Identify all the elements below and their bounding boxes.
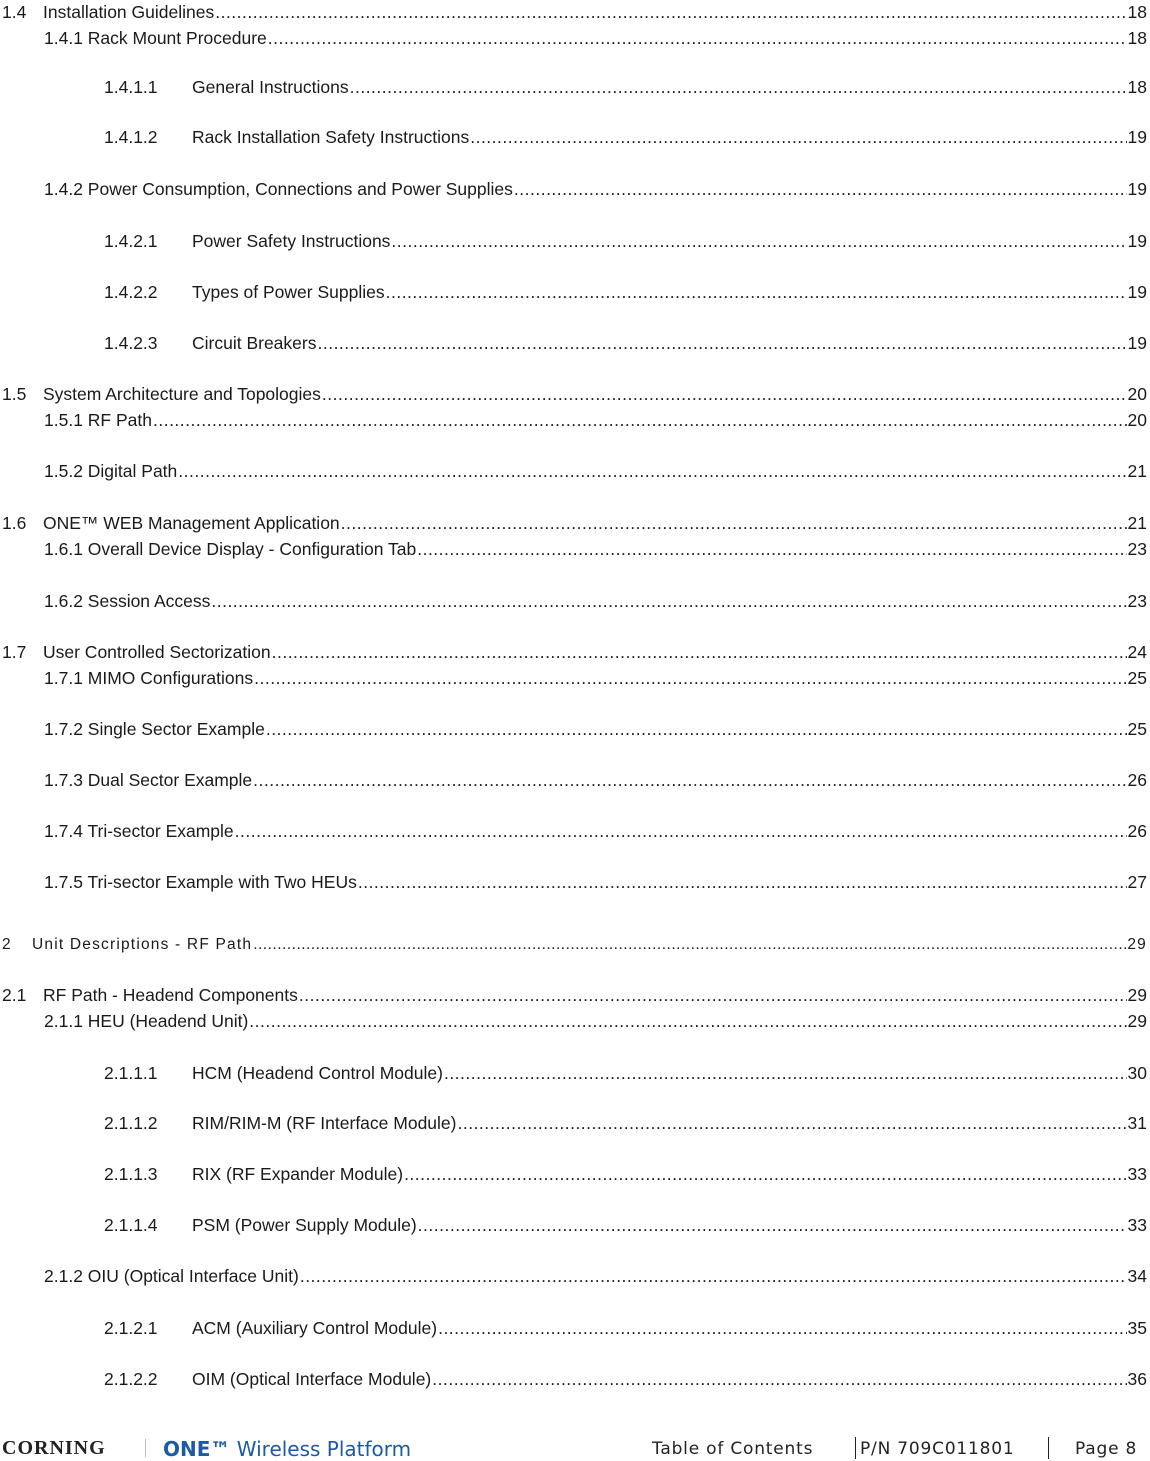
dot-leader xyxy=(215,0,1126,24)
toc-entry-number: 1.7 xyxy=(2,642,27,662)
toc-entry[interactable] xyxy=(44,589,1147,613)
toc-entry-title: 1.6.1 Overall Device Display - Configuration Tab xyxy=(44,539,417,559)
toc-entry-number: 1.4.2.2 xyxy=(104,282,158,302)
toc-entry-page: 19 xyxy=(1127,231,1147,251)
toc-entry-page: 25 xyxy=(1127,668,1147,688)
dot-leader xyxy=(317,331,1126,355)
dot-leader xyxy=(417,537,1126,561)
toc-entry-title: 1.4.1 Rack Mount Procedure xyxy=(44,28,267,48)
toc-entry-title: 1.7.1 MIMO Configurations xyxy=(44,668,254,688)
toc-entry[interactable] xyxy=(104,125,1147,149)
toc-entry-title: ACM (Auxiliary Control Module) xyxy=(192,1318,438,1338)
dot-leader xyxy=(404,1162,1126,1186)
toc-entry-page: 24 xyxy=(1127,642,1147,662)
toc-entry-title: 2.1.1 HEU (Headend Unit) xyxy=(44,1011,249,1031)
toc-entry-title: 1.7.3 Dual Sector Example xyxy=(44,770,253,790)
toc-entry[interactable] xyxy=(44,1009,1147,1033)
toc-entry-title: RIM/RIM-M (RF Interface Module) xyxy=(192,1113,457,1133)
toc-entry[interactable] xyxy=(44,717,1147,741)
toc-entry-title: 1.4.2 Power Consumption, Connections and Power Supplies xyxy=(44,179,513,199)
dot-leader xyxy=(153,408,1127,432)
toc-entry-title: RIX (RF Expander Module) xyxy=(192,1164,404,1184)
dot-leader xyxy=(272,640,1127,664)
toc-entry[interactable] xyxy=(2,933,1147,957)
toc-entry[interactable] xyxy=(2,382,1147,406)
platform-logo xyxy=(163,1437,411,1461)
toc-entry-number: 2.1.2.1 xyxy=(104,1318,158,1338)
toc-entry-number: 1.4 xyxy=(2,2,27,22)
footer-divider xyxy=(1048,1437,1049,1459)
toc-entry-title: OIM (Optical Interface Module) xyxy=(192,1369,432,1389)
footer-page-number: Page 8 xyxy=(1075,1439,1138,1459)
platform-name: Wireless Platform xyxy=(236,1437,412,1461)
toc-entry[interactable] xyxy=(104,1111,1147,1135)
toc-entry-title: 1.7.2 Single Sector Example xyxy=(44,719,265,739)
toc-entry-number: 1.4.2.3 xyxy=(104,333,158,353)
toc-entry-number: 1.4.2.1 xyxy=(104,231,158,251)
toc-entry-title: ONE™ WEB Management Application xyxy=(43,513,340,533)
toc-entry-number: 1.4.1.2 xyxy=(104,127,158,147)
toc-entry-title: General Instructions xyxy=(192,77,349,97)
toc-entry-page: 31 xyxy=(1127,1113,1147,1133)
toc-entry-page: 19 xyxy=(1127,282,1147,302)
toc-entry-page: 33 xyxy=(1127,1164,1147,1184)
toc-entry-title: 1.6.2 Session Access xyxy=(44,591,211,611)
toc-entry-page: 21 xyxy=(1127,513,1147,533)
dot-leader xyxy=(341,511,1127,535)
toc-entry[interactable] xyxy=(2,640,1147,664)
dot-leader xyxy=(457,1111,1126,1135)
toc-entry-page: 18 xyxy=(1127,2,1147,22)
toc-entry-page: 36 xyxy=(1127,1369,1147,1389)
toc-entry[interactable] xyxy=(104,1316,1147,1340)
toc-entry-page: 33 xyxy=(1127,1215,1147,1235)
toc-entry-number: 1.6 xyxy=(2,513,27,533)
toc-entry-title: 1.7.5 Tri-sector Example with Two HEUs xyxy=(44,872,357,892)
dot-leader xyxy=(438,1316,1126,1340)
toc-entry-page: 29 xyxy=(1127,985,1147,1005)
toc-entry-number: 1.4.1.1 xyxy=(104,77,158,97)
toc-entry[interactable] xyxy=(44,819,1147,843)
toc-entry-number: 2.1 xyxy=(2,985,27,1005)
toc-entry-page: 23 xyxy=(1127,539,1147,559)
toc-entry-page: 34 xyxy=(1127,1266,1147,1286)
toc-entry-title: Rack Installation Safety Instructions xyxy=(192,127,470,147)
toc-entry[interactable] xyxy=(44,768,1147,792)
toc-entry-page: 29 xyxy=(1127,936,1147,953)
dot-leader xyxy=(358,870,1127,894)
toc-entry[interactable] xyxy=(2,983,1147,1007)
dot-leader xyxy=(391,229,1126,253)
toc-entry[interactable] xyxy=(44,459,1147,483)
toc-entry-page: 19 xyxy=(1127,179,1147,199)
footer-part-number: P/N 709C011801 xyxy=(860,1439,1015,1459)
dot-leader xyxy=(418,1213,1127,1237)
toc-entry-page: 18 xyxy=(1127,77,1147,97)
toc-entry-page: 35 xyxy=(1127,1318,1147,1338)
toc-entry-title: Power Safety Instructions xyxy=(192,231,391,251)
platform-one: ONE™ xyxy=(163,1437,231,1461)
toc-entry-number: 2.1.1.4 xyxy=(104,1215,158,1235)
toc-entry-title: Circuit Breakers xyxy=(192,333,317,353)
toc-entry-number: 2.1.1.1 xyxy=(104,1063,158,1083)
toc-entry-title: 1.7.4 Tri-sector Example xyxy=(44,821,234,841)
dot-leader xyxy=(444,1061,1127,1085)
toc-entry-title: HCM (Headend Control Module) xyxy=(192,1063,443,1083)
dot-leader xyxy=(211,589,1126,613)
toc-entry[interactable] xyxy=(104,1367,1147,1391)
dot-leader xyxy=(249,1009,1126,1033)
toc-entry-title: 2.1.2 OIU (Optical Interface Unit) xyxy=(44,1266,299,1286)
toc-entry-page: 20 xyxy=(1127,410,1147,430)
toc-entry[interactable] xyxy=(44,408,1147,432)
toc-entry[interactable] xyxy=(104,1162,1147,1186)
toc-entry-page: 30 xyxy=(1127,1063,1147,1083)
toc-entry-page: 21 xyxy=(1127,461,1147,481)
toc-entry[interactable] xyxy=(104,1213,1147,1237)
toc-entry-title: 1.5.2 Digital Path xyxy=(44,461,178,481)
toc-entry-page: 20 xyxy=(1127,384,1147,404)
dot-leader xyxy=(235,819,1127,843)
toc-entry[interactable] xyxy=(2,0,1147,24)
dot-leader xyxy=(254,666,1126,690)
toc-entry[interactable] xyxy=(104,280,1147,304)
toc-entry-page: 25 xyxy=(1127,719,1147,739)
toc-entry-page: 27 xyxy=(1127,872,1147,892)
toc-entry-page: 19 xyxy=(1127,333,1147,353)
toc-entry[interactable] xyxy=(44,177,1147,201)
dot-leader xyxy=(268,26,1127,50)
toc-entry[interactable] xyxy=(104,331,1147,355)
dot-leader xyxy=(322,382,1127,406)
toc-entry[interactable] xyxy=(44,1264,1147,1288)
toc-entry-number: 2.1.1.2 xyxy=(104,1113,158,1133)
dot-leader xyxy=(470,125,1126,149)
toc-entry[interactable] xyxy=(44,537,1147,561)
toc-entry-page: 19 xyxy=(1127,127,1147,147)
dot-leader xyxy=(266,717,1127,741)
dot-leader xyxy=(350,75,1127,99)
logo-divider xyxy=(145,1439,146,1457)
toc-entry-title: User Controlled Sectorization xyxy=(43,642,271,662)
toc-entry-page: 18 xyxy=(1127,28,1147,48)
toc-entry-page: 26 xyxy=(1127,770,1147,790)
toc-entry-title: System Architecture and Topologies xyxy=(43,384,321,404)
dot-leader xyxy=(178,459,1126,483)
toc-entry-page: 23 xyxy=(1127,591,1147,611)
toc-entry-number: 2 xyxy=(2,936,12,953)
toc-entry[interactable] xyxy=(104,229,1147,253)
footer-section-title: Table of Contents xyxy=(652,1439,814,1459)
toc-entry-number: 1.5 xyxy=(2,384,27,404)
dot-leader xyxy=(299,983,1127,1007)
toc-entry-title: RF Path - Headend Components xyxy=(43,985,298,1005)
toc-entry[interactable] xyxy=(44,666,1147,690)
dot-leader xyxy=(300,1264,1127,1288)
dot-leader xyxy=(253,768,1126,792)
toc-entry-page: 29 xyxy=(1127,1011,1147,1031)
toc-entry[interactable] xyxy=(2,511,1147,535)
dot-leader xyxy=(432,1367,1126,1391)
dot-leader xyxy=(514,177,1127,201)
toc-entry-title: Installation Guidelines xyxy=(43,2,215,22)
toc-entry-title: Types of Power Supplies xyxy=(192,282,385,302)
dot-leader xyxy=(253,933,1126,957)
toc-entry-page: 26 xyxy=(1127,821,1147,841)
toc-entry-title: 1.5.1 RF Path xyxy=(44,410,152,430)
toc-entry-number: 2.1.1.3 xyxy=(104,1164,158,1184)
toc-entry[interactable] xyxy=(44,870,1147,894)
toc-entry[interactable] xyxy=(44,26,1147,50)
toc-entry[interactable] xyxy=(104,75,1147,99)
dot-leader xyxy=(386,280,1127,304)
toc-entry-title: Unit Descriptions - RF Path xyxy=(32,936,253,953)
corning-logo: CORNING xyxy=(2,1437,106,1459)
footer-divider xyxy=(855,1437,856,1459)
toc-entry-title: PSM (Power Supply Module) xyxy=(192,1215,417,1235)
page-footer xyxy=(0,1431,1150,1461)
toc-entry[interactable] xyxy=(104,1061,1147,1085)
toc-entry-number: 2.1.2.2 xyxy=(104,1369,158,1389)
